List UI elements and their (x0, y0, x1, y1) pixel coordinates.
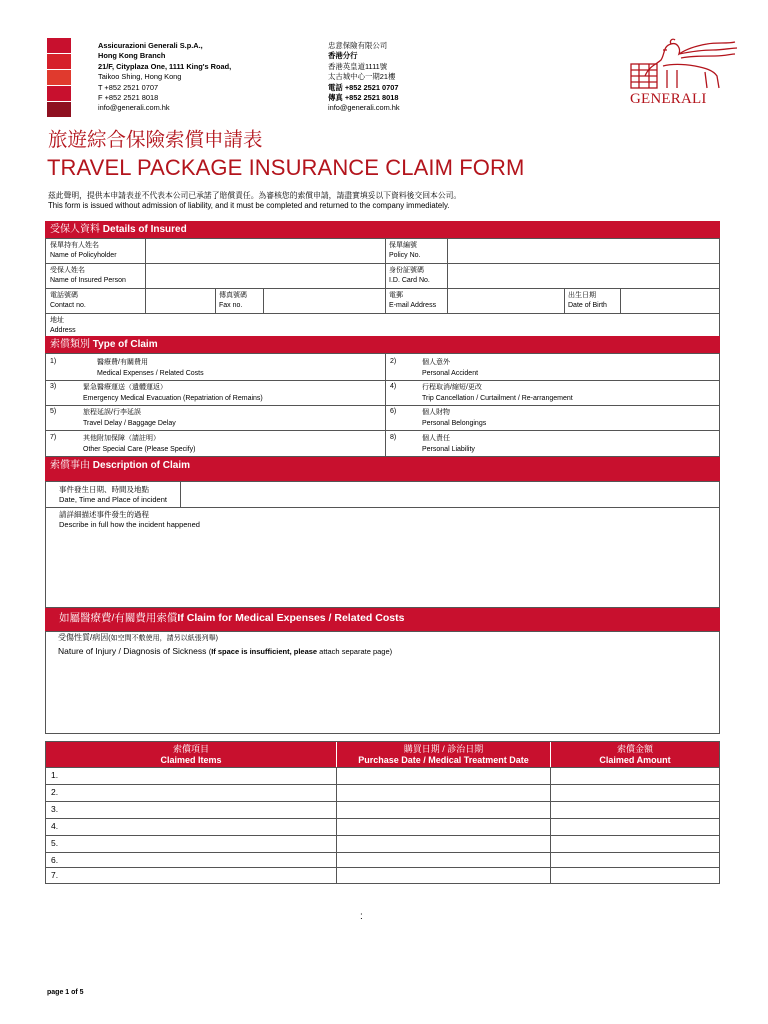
section-description-of-claim: 索償事由 Description of Claim (45, 457, 720, 481)
section-type-of-claim: 索償類別 Type of Claim (45, 336, 720, 353)
table-row[interactable]: 5. (46, 835, 719, 852)
policy-no-label: 保單編號 Policy No. (389, 242, 421, 259)
brand-square-4 (47, 86, 71, 101)
insured-name-field[interactable] (145, 264, 385, 288)
table-row[interactable]: 6. (46, 852, 719, 869)
english-address: Assicurazioni Generali S.p.A., Hong Kong Branch 21/F, Cityplaza One, 1111 King's Road, Taikoo Shing, Hong Kong T +852 2521 0707 F +852 2521 8018 info@generali.com.hk (98, 41, 232, 113)
section-details-of-insured: 受保人資料 Details of Insured (45, 221, 720, 238)
medical-grid[interactable] (45, 631, 720, 734)
claim-option-trip-cancellation[interactable]: 行程取消/縮短/更改 Trip Cancellation / Curtailment / Re-arrangement (422, 384, 573, 402)
contact-field[interactable] (145, 289, 215, 313)
incident-description-field[interactable] (46, 507, 719, 608)
column-header-claimed-items: 索償項目 Claimed Items (46, 742, 336, 768)
page-number: page 1 of 5 (47, 989, 84, 996)
claims-table (45, 741, 720, 884)
generali-wordmark: GENERALI (630, 91, 707, 107)
disclaimer-english: This form is issued without admission of liability, and it must be completed and returned to the company immediately. (48, 201, 450, 210)
table-row[interactable]: 4. (46, 818, 719, 835)
stray-mark: : (360, 911, 363, 922)
insured-details-grid (45, 238, 720, 337)
chinese-address: 忠意保險有限公司 香港分行 香港英皇道1111號 太古城中心一期21樓 電話 +852 2521 0707 傳真 +852 2521 8018 info@generali.com.hk (328, 41, 400, 113)
contact-label: 電話號碼 Contact no. (50, 292, 86, 309)
address-label: 地址 Address (50, 317, 76, 334)
section-medical-expenses: 如屬醫療費/有關費用索償If Claim for Medical Expenses / Related Costs (45, 608, 720, 631)
table-row[interactable]: 7. (46, 867, 719, 884)
claim-option-personal-accident[interactable]: 個人意外 Personal Accident (422, 359, 479, 377)
policyholder-label: 保單持有人姓名 Name of Policyholder (50, 242, 117, 259)
column-header-date: 購買日期 / 診治日期 Purchase Date / Medical Treatment Date (337, 742, 550, 768)
form-title-chinese: 旅遊綜合保險索償申請表 (48, 129, 263, 151)
policy-no-field[interactable] (447, 239, 720, 263)
claim-option-evacuation[interactable]: 緊急醫療運送（遺體運返） Emergency Medical Evacuation (Repatriation of Remains) (83, 384, 263, 402)
form-title-english: TRAVEL PACKAGE INSURANCE CLAIM FORM (47, 155, 525, 180)
brand-square-1 (47, 38, 71, 53)
brand-square-5 (47, 102, 71, 117)
table-row[interactable]: 1. (46, 767, 719, 784)
fax-field[interactable] (263, 289, 385, 313)
insured-name-label: 受保人姓名 Name of Insured Person (50, 267, 126, 284)
claim-type-grid: 1) 醫療費/有關費用 Medical Expenses / Related Costs 2) 個人意外 Personal Accident 3) 緊急醫療運送（遺體運返） Emergency Medical Evacuation (Repatriation of Remains) 4) 行程取消/縮短/更改 Trip Cancellation / Curtailment / Re-arrangement 5) 旅程延誤/行李延誤 Travel Delay / Baggage Delay 6) 個人財物 Personal Belongings 7) 其他附加保障（請註明） Other Special Care (Please Specify) 8) 個人責任 Personal Liability (45, 353, 720, 457)
fax-label: 傳真號碼 Fax no. (219, 292, 247, 309)
injury-label-english: Nature of Injury / Diagnosis of Sickness (If space is insufficient, please attach separate page) (58, 646, 393, 656)
brand-square-2 (47, 54, 71, 69)
email-label: 電郵 E-mail Address (389, 292, 437, 309)
id-card-field[interactable] (447, 264, 720, 288)
injury-label-chinese: 受傷性質/病因(如空間不敷使用，請另以紙張列舉) (58, 633, 218, 642)
column-header-amount: 索償金額 Claimed Amount (551, 742, 719, 768)
disclaimer-chinese: 茲此聲明，提供本申請表並不代表本公司已承諾了賠償責任。為審核您的索償申請，請盡實填妥以下資料後交回本公司。 (48, 191, 462, 200)
address-field[interactable] (46, 313, 719, 337)
id-card-label: 身份証號碼 I.D. Card No. (389, 267, 430, 284)
description-grid (45, 481, 720, 608)
lion-logo-icon (627, 36, 739, 92)
brand-square-3 (47, 70, 71, 85)
policyholder-field[interactable] (145, 239, 385, 263)
table-row[interactable]: 2. (46, 784, 719, 801)
dob-field[interactable] (620, 289, 720, 313)
email-field[interactable] (447, 289, 564, 313)
claim-option-medical[interactable]: 醫療費/有關費用 Medical Expenses / Related Costs (97, 359, 204, 377)
dob-label: 出生日期 Date of Birth (568, 292, 607, 309)
claim-option-other[interactable]: 其他附加保障（請註明） Other Special Care (Please Specify) (83, 435, 196, 453)
claim-option-personal-belongings[interactable]: 個人財物 Personal Belongings (422, 409, 487, 427)
table-row[interactable]: 3. (46, 801, 719, 818)
incident-description-label: 請詳細描述事件發生的過程 Describe in full how the incident happened (59, 510, 200, 529)
incident-datetime-field[interactable] (180, 482, 720, 507)
claim-option-personal-liability[interactable]: 個人責任 Personal Liability (422, 435, 475, 453)
claim-option-travel-delay[interactable]: 旅程延誤/行李延誤 Travel Delay / Baggage Delay (83, 409, 176, 427)
incident-datetime-label: 事件發生日期、時間及地點 Date, Time and Place of incident (59, 485, 167, 504)
